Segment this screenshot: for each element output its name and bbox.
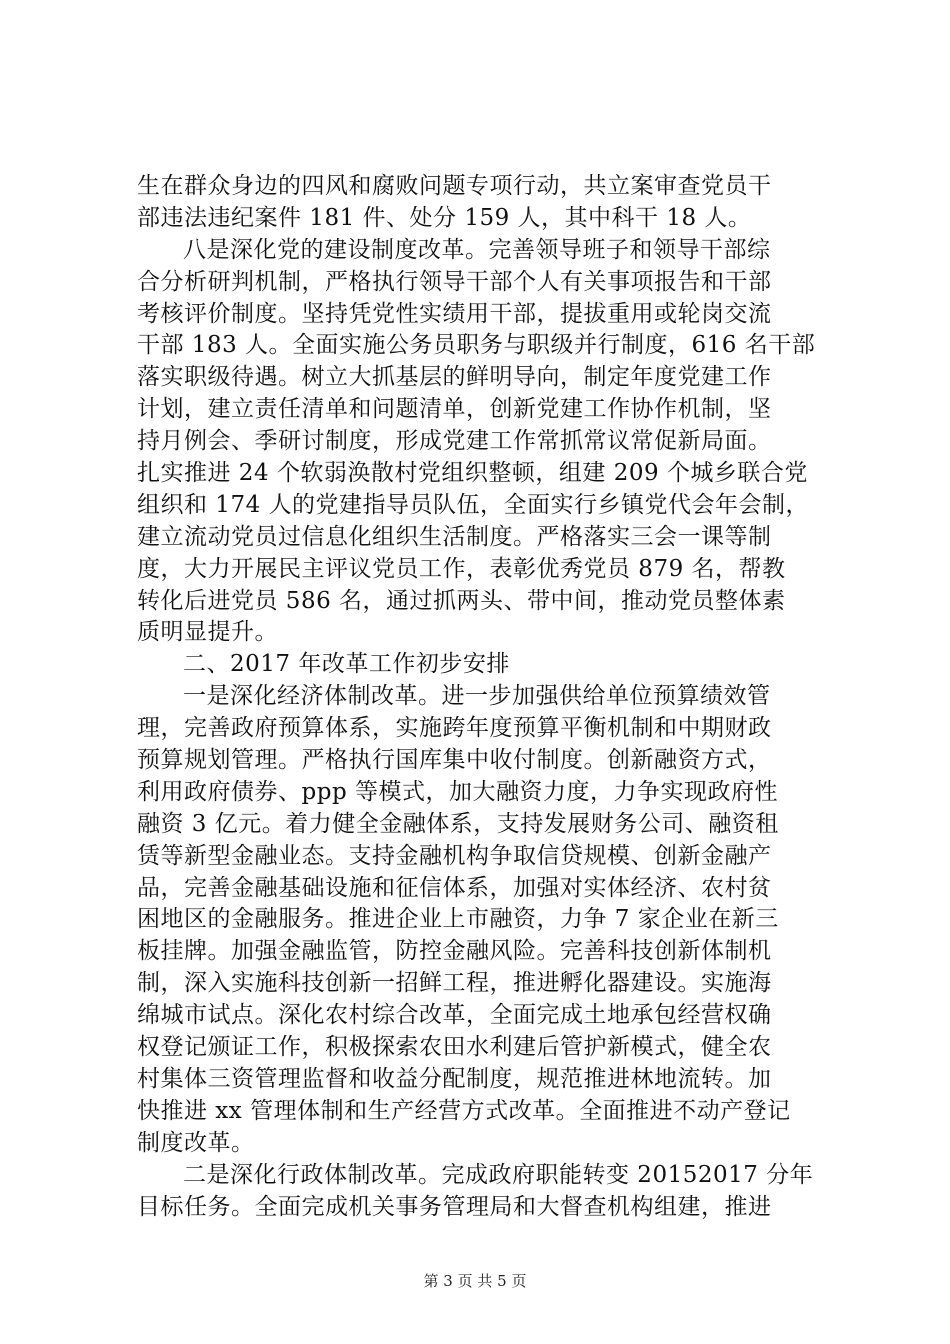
text-line: 转化后进党员 586 名，通过抓两头、带中间，推动党员整体素 bbox=[137, 587, 786, 614]
text-line: 合分析研判机制，严格执行领导干部个人有关事项报告和干部 bbox=[137, 268, 772, 295]
text-line: 融资 3 亿元。着力健全金融体系，支持发展财务公司、融资租 bbox=[137, 810, 779, 837]
paragraph-start-line: 二是深化行政体制改革。完成政府职能转变 20152017 分年 bbox=[183, 1161, 814, 1188]
text-line: 品，完善金融基础设施和征信体系，加强对实体经济、农村贫 bbox=[137, 874, 772, 901]
text-line: 干部 183 人。全面实施公务员职务与职级并行制度，616 名干部 bbox=[137, 332, 816, 359]
text-line: 计划，建立责任清单和问题清单，创新党建工作协作机制，坚 bbox=[137, 396, 772, 423]
text-line: 组织和 174 人的党建指导员队伍，全面实行乡镇党代会年会制， bbox=[137, 491, 810, 518]
text-line: 板挂牌。加强金融监管，防控金融风险。完善科技创新体制机 bbox=[137, 938, 772, 965]
text-line: 部违法违纪案件 181 件、处分 159 人，其中科干 18 人。 bbox=[137, 204, 752, 231]
paragraph-start-line: 八是深化党的建设制度改革。完善领导班子和领导干部综 bbox=[183, 236, 771, 263]
section-heading: 二、2017 年改革工作初步安排 bbox=[183, 651, 510, 678]
text-line: 目标任务。全面完成机关事务管理局和大督查机构组建，推进 bbox=[137, 1193, 772, 1220]
text-line: 村集体三资管理监督和收益分配制度，规范推进林地流转。加 bbox=[137, 1065, 772, 1092]
text-line: 落实职级待遇。树立大抓基层的鲜明导向，制定年度党建工作 bbox=[137, 364, 772, 391]
page-footer: 第 3 页 共 5 页 bbox=[423, 1272, 527, 1290]
text-line: 困地区的金融服务。推进企业上市融资，力争 7 家企业在新三 bbox=[137, 906, 779, 933]
paragraph-start-line: 一是深化经济体制改革。进一步加强供给单位预算绩效管 bbox=[183, 683, 771, 710]
text-line: 建立流动党员过信息化组织生活制度。严格落实三会一课等制 bbox=[137, 523, 772, 550]
text-line: 持月例会、季研讨制度，形成党建工作常抓常议常促新局面。 bbox=[137, 428, 772, 455]
text-line: 快推进 xx 管理体制和生产经营方式改革。全面推进不动产登记 bbox=[137, 1097, 791, 1124]
text-line: 绵城市试点。深化农村综合改革，全面完成土地承包经营权确 bbox=[137, 1002, 772, 1029]
text-line: 考核评价制度。坚持凭党性实绩用干部，提拔重用或轮岗交流 bbox=[137, 300, 772, 327]
text-line: 扎实推进 24 个软弱涣散村党组织整顿，组建 209 个城乡联合党 bbox=[137, 460, 808, 487]
text-line: 质明显提升。 bbox=[137, 619, 278, 646]
text-line: 权登记颁证工作，积极探索农田水利建后管护新模式，健全农 bbox=[137, 1034, 772, 1061]
text-line: 度，大力开展民主评议党员工作，表彰优秀党员 879 名，帮教 bbox=[137, 555, 786, 582]
body-text bbox=[137, 171, 837, 1223]
text-line: 理，完善政府预算体系，实施跨年度预算平衡机制和中期财政 bbox=[137, 715, 772, 742]
text-line: 赁等新型金融业态。支持金融机构争取信贷规模、创新金融产 bbox=[137, 842, 772, 869]
text-line: 生在群众身边的四风和腐败问题专项行动，共立案审查党员干 bbox=[137, 173, 772, 199]
text-line: 制度改革。 bbox=[137, 1129, 255, 1156]
text-line: 利用政府债券、ppp 等模式，加大融资力度，力争实现政府性 bbox=[137, 778, 778, 805]
text-line: 制，深入实施科技创新一招鲜工程，推进孵化器建设。实施海 bbox=[137, 970, 772, 997]
text-line: 预算规划管理。严格执行国库集中收付制度。创新融资方式， bbox=[137, 747, 772, 774]
